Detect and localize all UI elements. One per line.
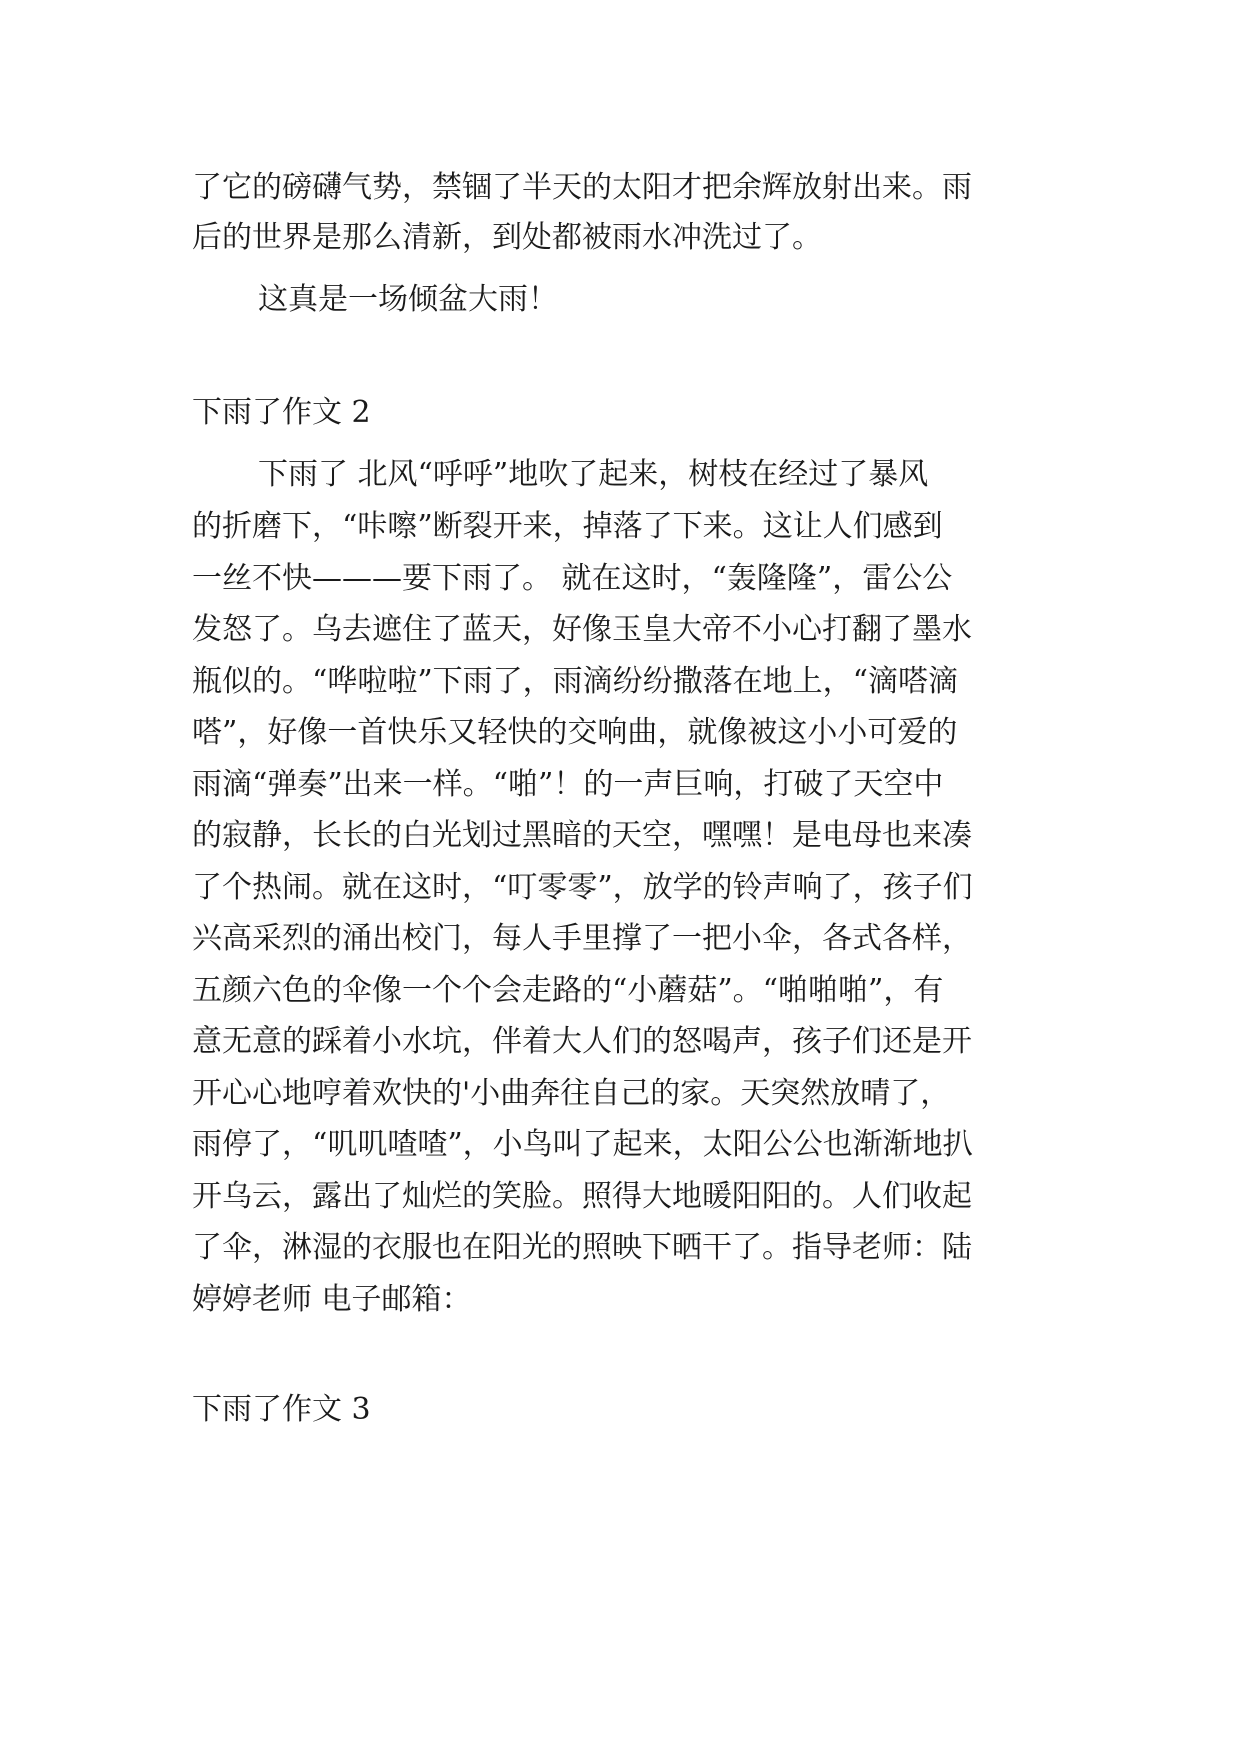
paragraph-line: 后的世界是那么清新，到处都被雨水冲洗过了。 bbox=[192, 220, 822, 255]
paragraph-line: 了个热闹。就在这时，“叮零零”，放学的铃声响了，孩子们 bbox=[192, 870, 973, 905]
paragraph-line: 五颜六色的伞像一个个会走路的“小蘑菇”。“啪啪啪”，有 bbox=[192, 973, 944, 1008]
section-heading: 下雨了作文 3 bbox=[192, 1392, 371, 1427]
paragraph-line: 的寂静，长长的白光划过黑暗的天空，嘿嘿！是电母也来凑 bbox=[192, 818, 972, 853]
paragraph-line: 一丝不快———要下雨了。 就在这时，“轰隆隆”，雷公公 bbox=[192, 561, 953, 596]
paragraph-line: 了伞，淋湿的衣服也在阳光的照映下晒干了。指导老师：陆 bbox=[192, 1230, 972, 1265]
paragraph-line: 嗒”，好像一首快乐又轻快的交响曲，就像被这小小可爱的 bbox=[192, 715, 958, 750]
paragraph-line: 发怒了。乌去遮住了蓝天，好像玉皇大帝不小心打翻了墨水 bbox=[192, 612, 972, 647]
section-heading: 下雨了作文 2 bbox=[192, 395, 371, 430]
paragraph-line: 开心心地哼着欢快的'小曲奔往自己的家。天突然放晴了， bbox=[192, 1076, 951, 1111]
paragraph-line: 兴高采烈的涌出校门，每人手里撑了一把小伞，各式各样， bbox=[192, 921, 972, 956]
paragraph-line: 的折磨下，“咔嚓”断裂开来，掉落了下来。这让人们感到 bbox=[192, 509, 943, 544]
paragraph-line: 了它的磅礴气势，禁锢了半天的太阳才把余辉放射出来。雨 bbox=[192, 170, 972, 205]
paragraph-line: 意无意的踩着小水坑，伴着大人们的怒喝声，孩子们还是开 bbox=[192, 1024, 972, 1059]
paragraph-line: 这真是一场倾盆大雨！ bbox=[258, 282, 558, 317]
paragraph-line: 雨滴“弹奏”出来一样。“啪”！的一声巨响，打破了天空中 bbox=[192, 767, 944, 802]
paragraph-line: 雨停了，“叽叽喳喳”，小鸟叫了起来，太阳公公也渐渐地扒 bbox=[192, 1127, 973, 1162]
paragraph-line: 瓶似的。“哗啦啦”下雨了，雨滴纷纷撒落在地上，“滴嗒滴 bbox=[192, 664, 959, 699]
paragraph-line: 下雨了 北风“呼呼”地吹了起来，树枝在经过了暴风 bbox=[258, 457, 929, 492]
paragraph-line: 婷婷老师 电子邮箱： bbox=[192, 1282, 472, 1317]
paragraph-line: 开乌云，露出了灿烂的笑脸。照得大地暖阳阳的。人们收起 bbox=[192, 1179, 972, 1214]
